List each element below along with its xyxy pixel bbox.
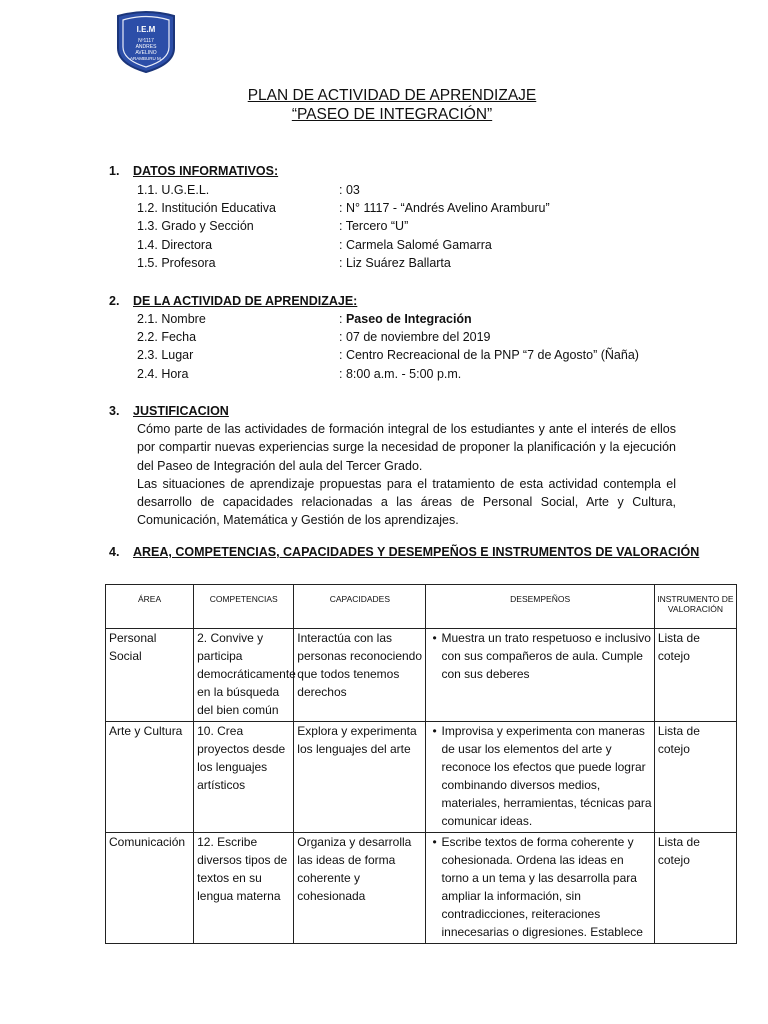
- datos-label: 1.3. Grado y Sección: [137, 219, 254, 233]
- table-header-row: [106, 585, 737, 629]
- section-1-heading: [109, 164, 278, 178]
- cell-area: Arte y Cultura: [106, 722, 194, 833]
- school-crest-logo: [112, 10, 180, 74]
- actividad-value-prefix: :: [339, 330, 346, 344]
- cell-instrumento: Lista de cotejo: [654, 629, 736, 722]
- document-subtitle: “PASEO DE INTEGRACIÓN”: [291, 106, 493, 123]
- justificacion-paragraph-2: Las situaciones de aprendizaje propuestas para el tratamiento de esta actividad contempla el desarrollo de capacidades relacionadas a las áreas de Personal Social, Arte y Cultura, Comunicación, Matemática y Gestión de los aprendizajes.: [137, 476, 676, 528]
- section-1-title: DATOS INFORMATIVOS:: [133, 164, 279, 178]
- datos-value: : Liz Suárez Ballarta: [339, 256, 451, 270]
- actividad-value-prefix: :: [339, 312, 346, 326]
- logo-line-3: AVELINO: [135, 50, 157, 56]
- section-1-number: 1.: [109, 164, 120, 178]
- cell-area: Personal Social: [106, 629, 194, 722]
- datos-value: : 03: [339, 183, 360, 197]
- datos-value: : Tercero “U”: [339, 219, 409, 233]
- cell-capacidad: Explora y experimenta los lenguajes del arte: [294, 722, 426, 833]
- cell-instrumento: Lista de cotejo: [654, 833, 736, 944]
- header-capacidades: CAPACIDADES: [294, 585, 426, 629]
- actividad-value: 8:00 a.m. - 5:00 p.m.: [345, 367, 462, 381]
- cell-desempeno: • Muestra un trato respetuoso e inclusivo con sus compañeros de aula. Cumple con sus deberes: [441, 629, 651, 683]
- actividad-value: Centro Recreacional de la PNP “7 de Agosto” (Ñaña): [345, 348, 639, 362]
- datos-value: : Carmela Salomé Gamarra: [339, 238, 492, 252]
- actividad-value: Paseo de Integración: [345, 312, 472, 326]
- actividad-label: 2.2. Fecha: [137, 330, 197, 344]
- section-3-number: 3.: [109, 404, 120, 418]
- cell-capacidad: Organiza y desarrolla las ideas de forma coherente y cohesionada: [294, 833, 426, 944]
- logo-line-1: Nº1117: [138, 38, 154, 44]
- section-3-title: JUSTIFICACION: [133, 404, 229, 418]
- section-2-title: DE LA ACTIVIDAD DE APRENDIZAJE:: [133, 294, 358, 308]
- actividad-value-prefix: :: [339, 348, 346, 362]
- actividad-label: 2.1. Nombre: [137, 312, 206, 326]
- actividad-value: 07 de noviembre del 2019: [345, 330, 491, 344]
- cell-competencia: 10. Crea proyectos desde los lenguajes artísticos: [194, 722, 294, 833]
- table-row: [106, 833, 737, 944]
- table-row: [106, 629, 737, 722]
- section-4-number: 4.: [109, 545, 120, 559]
- section-4-title: AREA, COMPETENCIAS, CAPACIDADES Y DESEMPEÑOS E INSTRUMENTOS DE VALORACIÓN: [133, 545, 700, 559]
- table-row: [106, 722, 737, 833]
- actividad-label: 2.4. Hora: [137, 367, 189, 381]
- actividad-label: 2.3. Lugar: [137, 348, 194, 362]
- cell-area: Comunicación: [106, 833, 194, 944]
- cell-instrumento: Lista de cotejo: [654, 722, 736, 833]
- header-area: ÁREA: [106, 585, 194, 629]
- valoracion-table: [105, 584, 737, 944]
- section-2-heading: [109, 294, 357, 308]
- header-competencias: COMPETENCIAS: [194, 585, 294, 629]
- cell-capacidad: Interactúa con las personas reconociendo que todos tenemos derechos: [294, 629, 426, 722]
- justificacion-paragraph-1: Cómo parte de las actividades de formación integral de los estudiantes y ante el interés de ellos por compartir nuevas experiencias surge la necesidad de proponer la planificación y la ejecución del Paseo de Integración del aula del Tercer Grado.: [137, 422, 676, 473]
- header-desempenos: DESEMPEÑOS: [426, 585, 654, 629]
- actividad-value-prefix: :: [339, 367, 346, 381]
- section-2-number: 2.: [109, 294, 120, 308]
- cell-desempeno: • Escribe textos de forma coherente y cohesionada. Ordena las ideas en torno a un tema y las desarrolla para ampliar la información, sin contradicciones, reiteraciones innecesarias o digresiones. Establece: [441, 833, 651, 941]
- datos-label: 1.5. Profesora: [137, 256, 216, 270]
- section-4-heading: [109, 545, 699, 559]
- section-3-heading: [109, 404, 229, 418]
- document-title: PLAN DE ACTIVIDAD DE APRENDIZAJE: [247, 87, 537, 104]
- datos-value: : N° 1117 - “Andrés Avelino Aramburu”: [339, 201, 550, 215]
- cell-competencia: 12. Escribe diversos tipos de textos en su lengua materna: [194, 833, 294, 944]
- datos-label: 1.1. U.G.E.L.: [137, 183, 210, 197]
- datos-label: 1.4. Directora: [137, 238, 213, 252]
- logo-acronym: I.E.M: [136, 25, 156, 34]
- cell-competencia: 2. Convive y participa democráticamente en la búsqueda del bien común: [194, 629, 294, 722]
- justificacion-text: [137, 420, 676, 530]
- header-instrumento: INSTRUMENTO DE VALORACIÓN: [654, 585, 736, 629]
- logo-line-4: ARAMBURU M.: [129, 56, 163, 61]
- datos-label: 1.2. Institución Educativa: [137, 201, 276, 215]
- cell-desempeno: • Improvisa y experimenta con maneras de usar los elementos del arte y reconoce los efectos que puede lograr combinando diversos medios, materiales, herramientas, técnicas para comunicar ideas.: [441, 722, 651, 830]
- logo-line-2: ANDRES: [135, 44, 157, 50]
